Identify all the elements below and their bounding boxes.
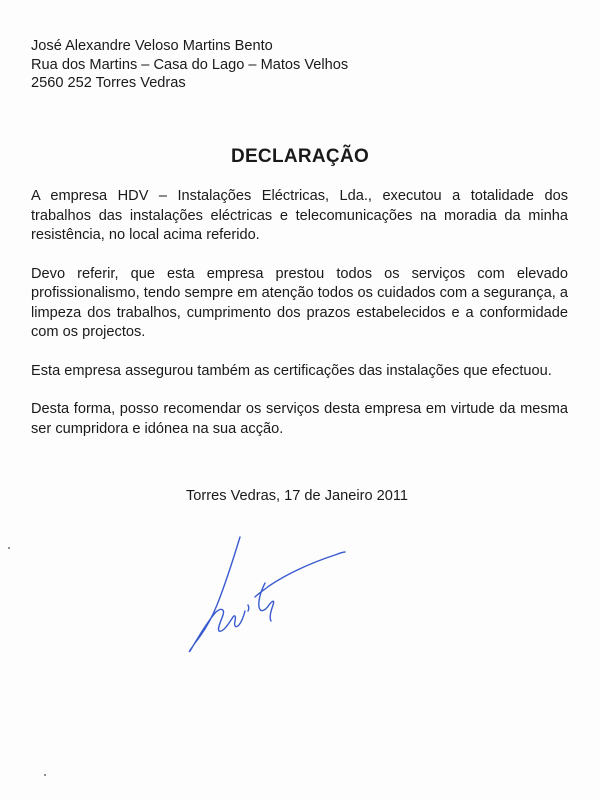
paper-speck	[8, 547, 10, 549]
paragraph-2: Devo referir, que esta empresa prestou todos os serviços com elevado profissionalismo, tendo sempre em atenção todos os cuidados com a segurança, a limpeza dos trabalhos, cumprimento dos prazos estabelecidos e a conformidade com os projectos.	[31, 265, 568, 340]
place-date-text: Torres Vedras, 17 de Janeiro 2011	[185, 488, 409, 504]
sender-postal-code: 2560 252 Torres Vedras	[31, 75, 186, 91]
sender-street: Rua dos Martins – Casa do Lago – Matos Velhos	[31, 56, 349, 73]
paragraph-4: Desta forma, posso recomendar os serviços desta empresa em virtude da mesma ser cumpridora e idónea na sua acção.	[31, 401, 568, 437]
signature-main-stroke	[189, 537, 245, 652]
sender-name: José Alexandre Veloso Martins Bento	[31, 38, 273, 54]
paragraph-1: A empresa HDV – Instalações Eléctricas, Lda., executou a totalidade dos trabalhos das instalações eléctricas e telecomunicações na moradia da minha resistência, no local acima referido.	[31, 188, 568, 243]
sender-address-block	[31, 37, 348, 93]
signature-dot-stroke	[248, 605, 249, 611]
signature-strokes	[189, 537, 345, 652]
handwritten-signature	[185, 525, 355, 665]
paper-speck	[44, 774, 46, 776]
declaration-body	[31, 187, 568, 458]
document-title: DECLARAÇÃO	[230, 146, 370, 167]
signature-cross-stroke	[255, 552, 345, 597]
paragraph-3: Esta empresa assegurou também as certificações das instalações que efectuou.	[31, 362, 552, 379]
place-and-date	[0, 488, 600, 504]
